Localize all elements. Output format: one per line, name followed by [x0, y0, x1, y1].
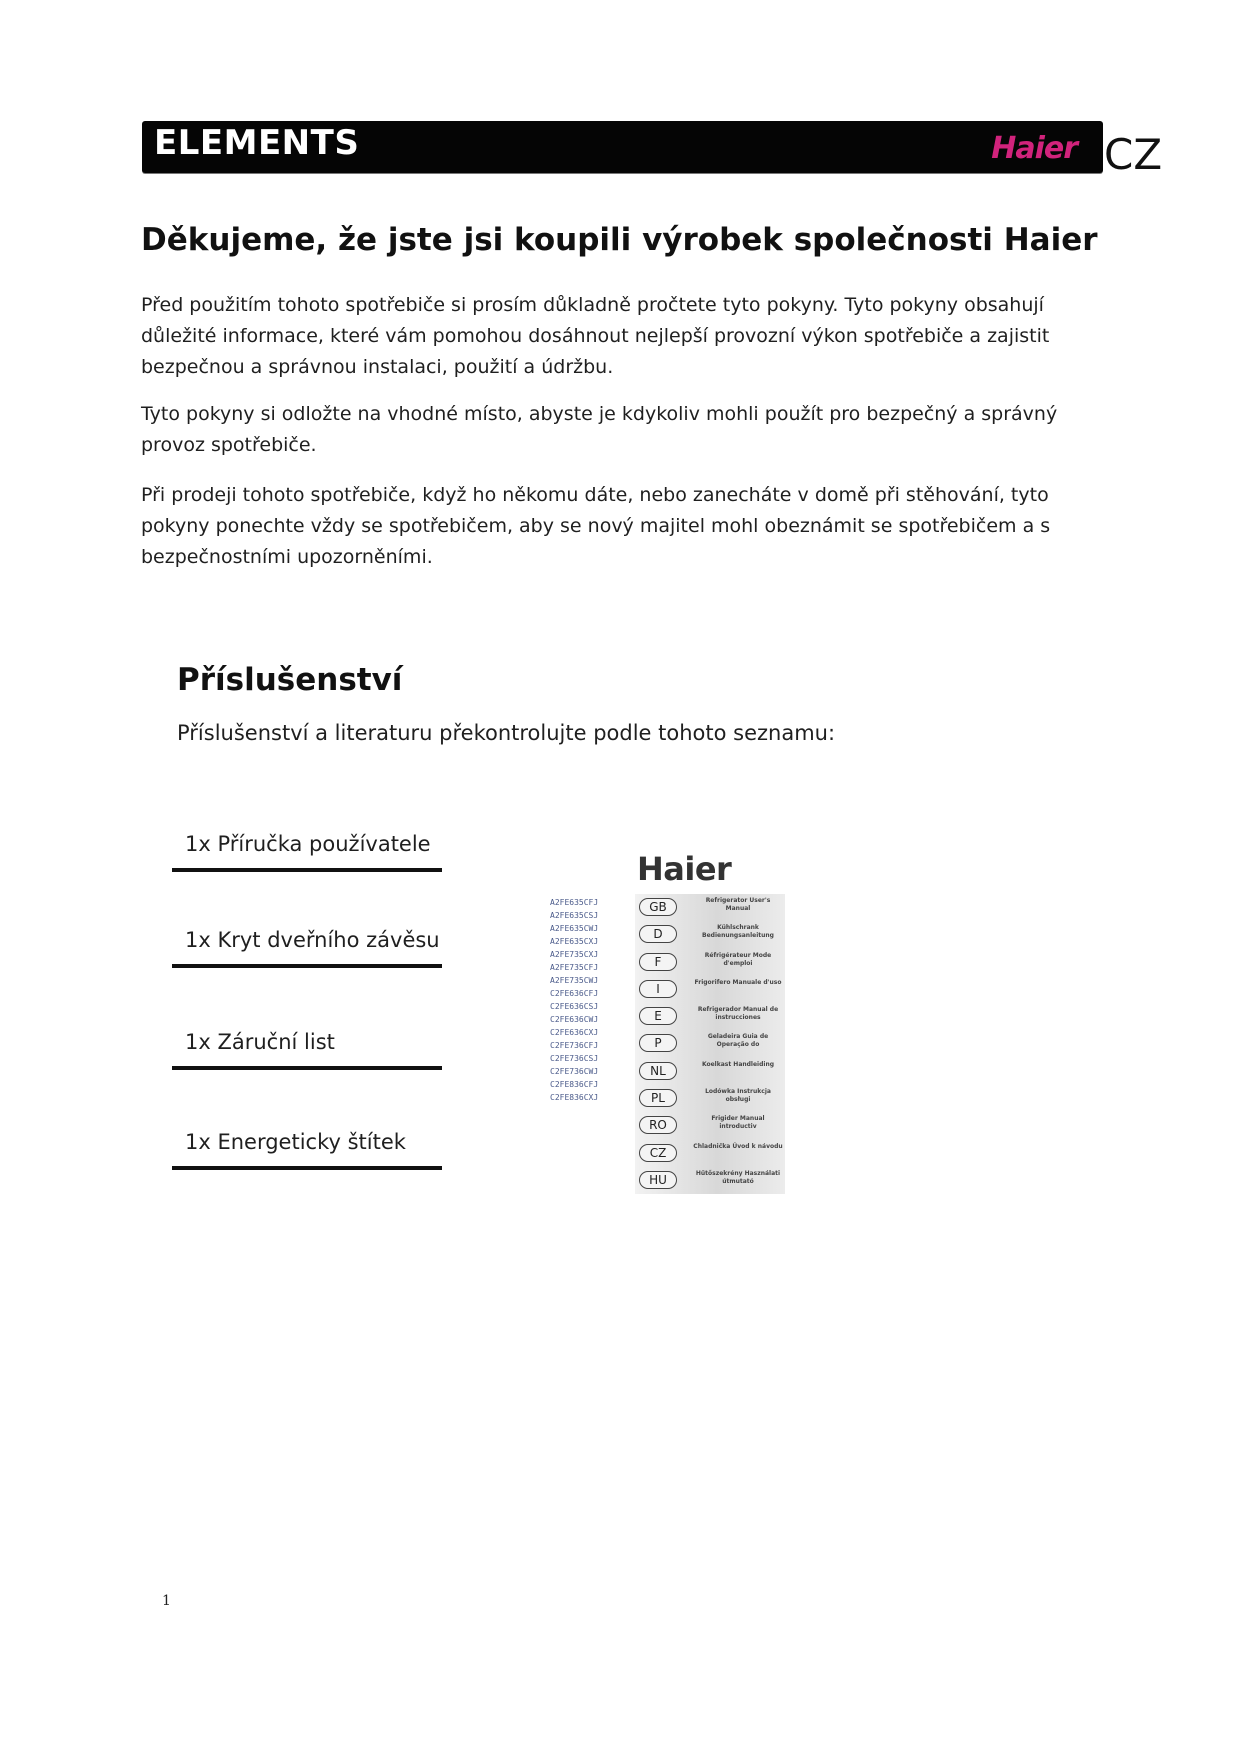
accessory-label: 1x Příručka používatele — [185, 832, 431, 856]
model-number: A2FE635CSJ — [550, 911, 599, 920]
language-row — [635, 1112, 785, 1139]
language-row — [635, 1030, 785, 1057]
language-code-pill: HU — [639, 1171, 677, 1189]
language-list — [635, 894, 785, 1194]
manual-haier-logo: Haier — [637, 850, 732, 888]
language-code: CZ — [1104, 130, 1163, 179]
accessory-item — [172, 1130, 442, 1170]
accessory-underline — [172, 1166, 442, 1170]
language-code-pill: D — [639, 925, 677, 943]
language-description: Geladeira Guia de Operação do — [707, 1033, 769, 1049]
header-title: ELEMENTS — [154, 123, 360, 163]
language-code-pill: GB — [639, 898, 677, 916]
language-description: Lodówka Instrukcja obsługi — [705, 1088, 771, 1104]
language-description: Koelkast Handleiding — [701, 1060, 775, 1068]
model-number: C2FE736CWJ — [550, 1067, 599, 1076]
language-code-pill: RO — [639, 1116, 677, 1134]
accessories-intro: Příslušenství a literaturu překontrolujte podle tohoto seznamu: — [177, 721, 836, 745]
resale-paragraph: Při prodeji tohoto spotřebiče, když ho někomu dáte, nebo zanecháte v domě při stěhování, tyto pokyny ponechte vždy se spotřebičem, aby se nový majitel mohl obeznámit se spotřebičem a s bezpečnostními upozorněními. — [141, 484, 1051, 568]
language-row — [635, 976, 785, 1003]
model-number: C2FE736CFJ — [550, 1041, 599, 1050]
language-description: Kühlschrank Bedienungsanleitung — [702, 924, 774, 940]
language-row — [635, 1085, 785, 1112]
accessories-title: Příslušenství — [177, 662, 403, 698]
user-manual-cover-image — [545, 850, 785, 1195]
model-number: A2FE735CFJ — [550, 963, 599, 972]
language-code-pill: P — [639, 1034, 677, 1052]
page-title: Děkujeme, že jste jsi koupili výrobek společnosti Haier — [141, 222, 1098, 258]
accessory-item — [172, 928, 442, 968]
accessory-label: 1x Záruční list — [185, 1030, 335, 1054]
language-code-pill: CZ — [639, 1144, 677, 1162]
accessory-item — [172, 1030, 442, 1070]
model-number: A2FE635CXJ — [550, 937, 599, 946]
model-number: A2FE735CXJ — [550, 950, 599, 959]
language-row — [635, 1140, 785, 1167]
language-description: Refrigerator User's Manual — [705, 897, 771, 912]
language-row — [635, 949, 785, 976]
language-description: Frigorifero Manuale d'uso — [694, 978, 782, 986]
language-description: Chladnička Úvod k návodu — [693, 1142, 783, 1150]
accessory-item — [172, 832, 442, 872]
model-number: A2FE635CWJ — [550, 924, 599, 933]
model-number: C2FE636CSJ — [550, 1002, 599, 1011]
model-number: C2FE836CFJ — [550, 1080, 599, 1089]
language-row — [635, 894, 785, 921]
language-row — [635, 1167, 785, 1194]
language-row — [635, 1003, 785, 1030]
intro-paragraph: Před použitím tohoto spotřebiče si prosím důkladně pročtete tyto pokyny. Tyto pokyny obsahují důležité informace, které vám pomohou dosáhnout nejlepší provozní výkon spotřebiče a zajistit bezpečnou a správnou instalaci, použití a údržbu. — [141, 294, 1050, 378]
accessory-underline — [172, 964, 442, 968]
model-number: C2FE636CWJ — [550, 1015, 599, 1024]
accessory-underline — [172, 1066, 442, 1070]
model-number: C2FE836CXJ — [550, 1093, 599, 1102]
language-code-pill: E — [639, 1007, 677, 1025]
model-number: A2FE735CWJ — [550, 976, 599, 985]
header-bar — [142, 121, 1103, 173]
accessory-label: 1x Kryt dveřního závěsu — [185, 928, 440, 952]
accessory-label: 1x Energeticky štítek — [185, 1130, 406, 1154]
language-description: Frigider Manual introductiv — [711, 1115, 765, 1131]
haier-logo: Haier — [991, 131, 1077, 166]
model-number: C2FE636CXJ — [550, 1028, 599, 1037]
language-row — [635, 921, 785, 948]
language-code-pill: NL — [639, 1062, 677, 1080]
language-description: Hűtőszekrény Használati útmutató — [695, 1169, 781, 1185]
language-code-pill: PL — [639, 1089, 677, 1107]
storage-paragraph: Tyto pokyny si odložte na vhodné místo, abyste je kdykoliv mohli použít pro bezpečný a správný provoz spotřebiče. — [141, 403, 1058, 456]
language-description: Refrigerador Manual de instrucciones — [697, 1006, 779, 1022]
language-row — [635, 1058, 785, 1085]
accessory-underline — [172, 868, 442, 872]
model-number: C2FE736CSJ — [550, 1054, 599, 1063]
language-description: Réfrigérateur Mode d'emploi — [704, 951, 772, 967]
language-code-pill: I — [639, 980, 677, 998]
model-list — [550, 896, 630, 1104]
page-number: 1 — [162, 1593, 171, 1609]
model-number: A2FE635CFJ — [550, 898, 599, 907]
language-code-pill: F — [639, 953, 677, 971]
model-number: C2FE636CFJ — [550, 989, 599, 998]
